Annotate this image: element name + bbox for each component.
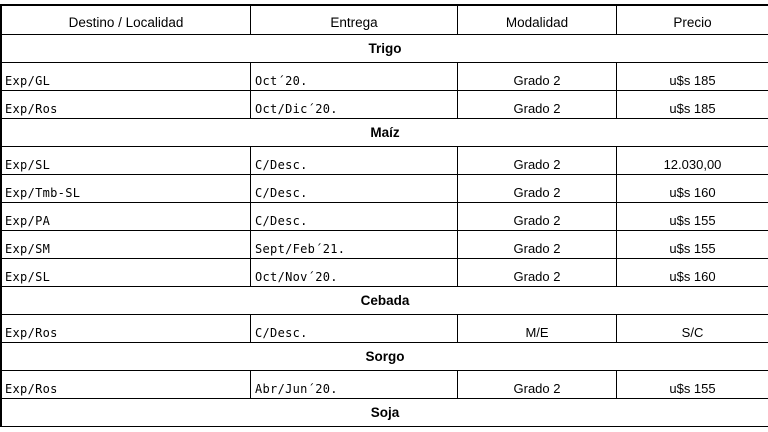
cell-modalidad: Grado 2 (457, 175, 616, 202)
cell-precio: u$s 155 (616, 203, 768, 230)
cell-modalidad: Grado 2 (457, 259, 616, 286)
cell-modalidad: Grado 2 (457, 63, 616, 90)
cell-modalidad: Grado 2 (457, 203, 616, 230)
header-destino: Destino / Localidad (68, 15, 184, 30)
header-modalidad: Modalidad (457, 6, 616, 34)
table-row (2, 203, 768, 231)
cell-destino: Exp/Ros (5, 326, 58, 340)
table-row (2, 91, 768, 119)
price-table (0, 4, 768, 427)
cell-entrega: C/Desc. (250, 175, 457, 202)
table-row (2, 175, 768, 203)
cell-precio: u$s 155 (616, 231, 768, 258)
cell-modalidad: Grado 2 (457, 371, 616, 398)
table-row (2, 259, 768, 287)
cell-precio: u$s 185 (616, 91, 768, 118)
cell-entrega: Abr/Jun´20. (250, 371, 457, 398)
cell-destino: Exp/SL (5, 270, 51, 284)
cell-precio: u$s 160 (616, 175, 768, 202)
cell-destino: Exp/Ros (5, 382, 58, 396)
table-row (2, 231, 768, 259)
section-title: Maíz (2, 119, 768, 147)
cell-entrega: C/Desc. (250, 203, 457, 230)
table-row (2, 371, 768, 399)
section-title: Soja (2, 399, 768, 427)
cell-modalidad: Grado 2 (457, 91, 616, 118)
cell-precio: S/C (616, 315, 768, 342)
cell-entrega: Sept/Feb´21. (250, 231, 457, 258)
cell-precio: u$s 155 (616, 371, 768, 398)
cell-modalidad: Grado 2 (457, 231, 616, 258)
section-title: Cebada (2, 287, 768, 315)
table-row (2, 147, 768, 175)
cell-entrega: Oct/Nov´20. (250, 259, 457, 286)
table-row (2, 63, 768, 91)
cell-destino: Exp/Tmb-SL (5, 186, 81, 200)
section-title: Trigo (2, 35, 768, 63)
cell-destino: Exp/GL (5, 74, 51, 88)
header-precio: Precio (616, 6, 768, 34)
cell-destino: Exp/SM (5, 242, 51, 256)
header-entrega: Entrega (250, 6, 457, 34)
cell-entrega: Oct´20. (250, 63, 457, 90)
cell-precio: 12.030,00 (616, 147, 768, 174)
cell-modalidad: M/E (457, 315, 616, 342)
table-header-row (2, 4, 768, 35)
cell-entrega: Oct/Dic´20. (250, 91, 457, 118)
cell-precio: u$s 160 (616, 259, 768, 286)
section-title: Sorgo (2, 343, 768, 371)
cell-destino: Exp/SL (5, 158, 51, 172)
cell-destino: Exp/PA (5, 214, 51, 228)
cell-entrega: C/Desc. (250, 315, 457, 342)
table-row (2, 315, 768, 343)
cell-precio: u$s 185 (616, 63, 768, 90)
cell-entrega: C/Desc. (250, 147, 457, 174)
cell-destino: Exp/Ros (5, 102, 58, 116)
table-body (2, 35, 768, 427)
cell-modalidad: Grado 2 (457, 147, 616, 174)
